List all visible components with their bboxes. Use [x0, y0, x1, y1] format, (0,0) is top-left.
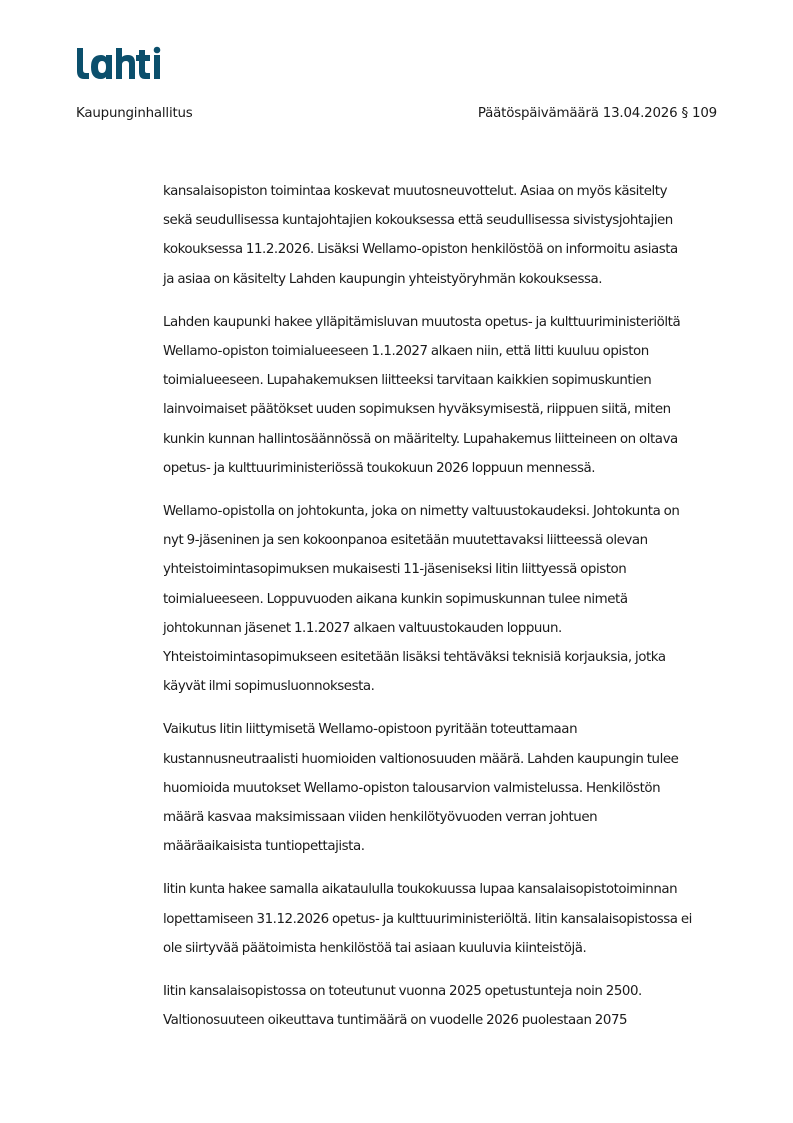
text-line: sekä seudullisessa kuntajohtajien kokouksessa että seudullisessa sivistysjohtajien: [163, 213, 673, 229]
organ-name: Kaupunginhallitus: [76, 106, 193, 121]
paragraph: [163, 875, 723, 963]
text-line: lopettamiseen 31.12.2026 opetus- ja kulttuuriministeriöltä. Iitin kansalaisopistossa ei: [163, 911, 692, 927]
text-line: johtokunnan jäsenet 1.1.2027 alkaen valtuustokauden loppuun.: [163, 620, 562, 636]
paragraph: [163, 977, 723, 1035]
text-line: lainvoimaiset päätökset uuden sopimuksen hyväksymisestä, riippuen siitä, miten: [163, 402, 671, 418]
paragraph: [163, 308, 723, 483]
lahti-logo: [75, 40, 167, 84]
text-line: määrä kasvaa maksimissaan viiden henkilötyövuoden verran johtuen: [163, 810, 598, 826]
text-line: huomioida muutokset Wellamo-opiston talousarvion valmistelussa. Henkilöstön: [163, 780, 661, 796]
text-line: määräaikaisista tuntiopettajista.: [163, 839, 365, 855]
text-line: kustannusneutraalisti huomioiden valtionosuuden määrä. Lahden kaupungin tulee: [163, 751, 679, 767]
text-line: käyvät ilmi sopimusluonnoksesta.: [163, 679, 375, 695]
text-line: Wellamo-opiston toimialueeseen 1.1.2027 alkaen niin, että Iitti kuuluu opiston: [163, 344, 649, 360]
text-line: kansalaisopiston toimintaa koskevat muutosneuvottelut. Asiaa on myös käsitelty: [163, 184, 668, 199]
text-line: Vaikutus Iitin liittymisetä Wellamo-opistoon pyritään toteuttamaan: [163, 722, 578, 738]
text-line: Valtionosuuteen oikeuttava tuntimäärä on vuodelle 2026 puolestaan 2075: [163, 1013, 628, 1029]
lahti-logo-mark: [75, 40, 167, 84]
paragraph: [163, 177, 723, 294]
text-line: yhteistoimintasopimuksen mukaisesti 11-jäseniseksi Iitin liittyessä opiston: [163, 562, 627, 578]
text-line: ole siirtyvää päätoimista henkilöstöä tai asiaan kuuluvia kiinteistöjä.: [163, 940, 587, 956]
text-line: Yhteistoimintasopimukseen esitetään lisäksi tehtäväksi teknisiä korjauksia, jotka: [163, 650, 666, 666]
text-line: ja asiaa on käsitelty Lahden kaupungin yhteistyöryhmän kokouksessa.: [163, 271, 603, 287]
document-body: [163, 177, 723, 1049]
paragraph: [163, 497, 723, 701]
text-line: Wellamo-opistolla on johtokunta, joka on nimetty valtuustokaudeksi. Johtokunta on: [163, 504, 680, 520]
text-line: toimialueeseen. Lupahakemuksen liitteeksi tarvitaan kaikkien sopimuskuntien: [163, 373, 652, 389]
text-line: opetus- ja kulttuuriministeriössä toukokuun 2026 loppuun mennessä.: [163, 460, 596, 476]
decision-date: Päätöspäivämäärä 13.04.2026 § 109: [477, 106, 717, 121]
text-line: Iitin kunta hakee samalla aikataululla toukokuussa lupaa kansalaisopistotoiminnan: [163, 882, 678, 898]
text-line: Iitin kansalaisopistossa on toteutunut vuonna 2025 opetustunteja noin 2500.: [163, 984, 642, 1000]
paragraph: [163, 715, 723, 861]
text-line: Lahden kaupunki hakee ylläpitämisluvan muutosta opetus- ja kulttuuriministeriöltä: [163, 314, 681, 330]
text-line: kunkin kunnan hallintosäännössä on määritelty. Lupahakemus liitteineen on oltava: [163, 431, 678, 447]
text-line: toimialueeseen. Loppuvuoden aikana kunkin sopimuskunnan tulee nimetä: [163, 591, 628, 607]
text-line: nyt 9-jäseninen ja sen kokoonpanoa esitetään muutettavaksi liitteessä olevan: [163, 533, 648, 549]
text-line: kokouksessa 11.2.2026. Lisäksi Wellamo-opiston henkilöstöä on informoitu asiasta: [163, 242, 678, 258]
